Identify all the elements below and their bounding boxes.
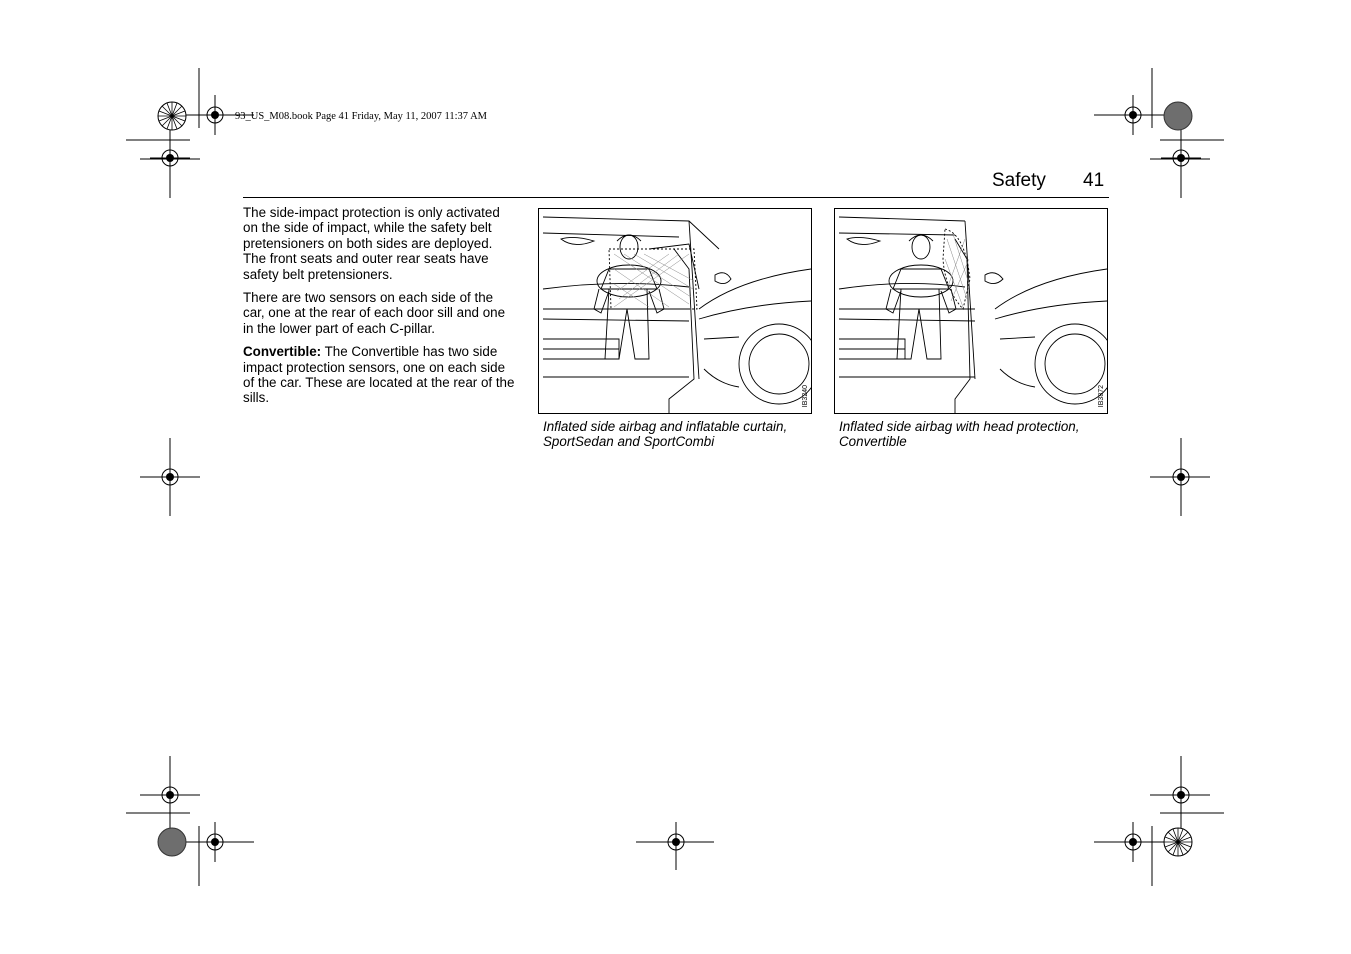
paragraph: The side-impact protection is only activated on the side of impact, while the safety belt pretensioners on both sides are deployed. The front seats and outer rear seats have safety belt pretensioners. bbox=[243, 205, 500, 282]
figure-caption: Inflated side airbag with head protection, Convertible bbox=[839, 419, 1080, 450]
figure-side-airbag-head bbox=[834, 208, 1108, 414]
starburst-icon bbox=[157, 101, 187, 131]
header-rule bbox=[243, 197, 1109, 198]
car-crash-illustration bbox=[835, 209, 1107, 413]
paragraph-rest: The Convertible has two side impact protection sensors, one on each side of the car. These are located at the rear of the sills. bbox=[243, 344, 515, 406]
grey-disc-icon bbox=[157, 827, 187, 857]
figure-code: IB3240 bbox=[802, 384, 809, 407]
print-header: 93_US_M08.book Page 41 Friday, May 11, 2007 11:37 AM bbox=[235, 111, 487, 122]
starburst-icon bbox=[1163, 827, 1193, 857]
car-crash-illustration bbox=[539, 209, 811, 413]
bold-lead: Convertible: bbox=[243, 344, 322, 360]
paragraph: There are two sensors on each side of the car, one at the rear of each door sill and one in the lower part of each C-pillar. bbox=[243, 290, 506, 336]
page-number: 41 bbox=[1083, 170, 1105, 191]
figure-code: IB3872 bbox=[1098, 384, 1105, 407]
figure-side-airbag-curtain bbox=[538, 208, 812, 414]
paragraph bbox=[243, 344, 515, 406]
figure-caption: Inflated side airbag and inflatable curtain, SportSedan and SportCombi bbox=[543, 419, 788, 450]
grey-disc-icon bbox=[1163, 101, 1193, 131]
body-text bbox=[243, 205, 515, 414]
section-title: Safety bbox=[992, 170, 1046, 191]
